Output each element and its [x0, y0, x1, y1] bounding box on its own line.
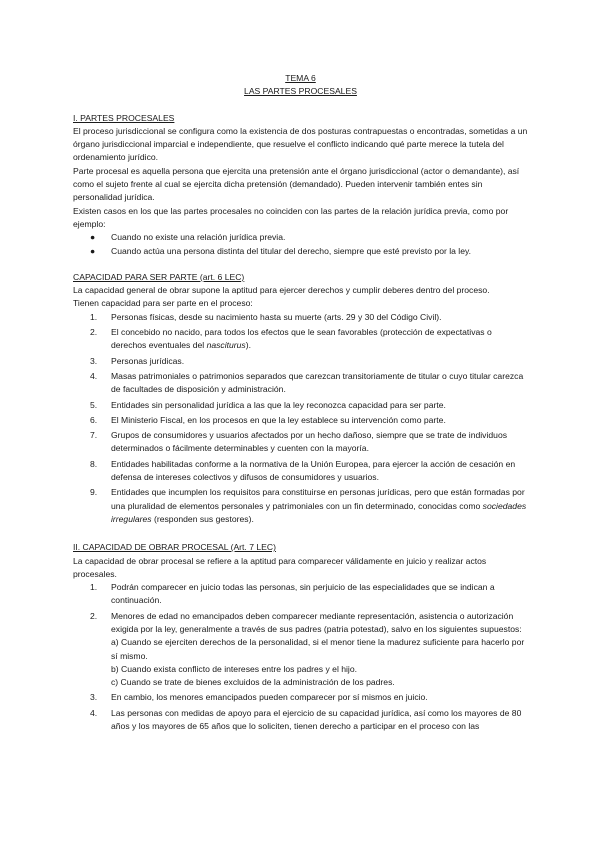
- list-item: 8. Entidades habilitadas conforme a la normativa de la Unión Europea, para ejercer la acción de cesación en defensa de intereses colectivos y difusos de consumidores y usuarios.: [90, 458, 516, 483]
- list-item: 6. El Ministerio Fiscal, en los procesos en que la ley establece su intervención como parte.: [90, 414, 446, 425]
- section-heading-capacidad-parte: CAPACIDAD PARA SER PARTE (art. 6 LEC): [73, 271, 245, 282]
- list-item: 9. Entidades que incumplen los requisitos para constituirse en personas jurídicas, pero que están formadas por una pluralidad de elementos personales y patrimoniales con un fin determinado, conocidas como sociedades irregulares (responden sus gestores).: [90, 487, 527, 524]
- numbered-list: [73, 311, 528, 526]
- list-item: 3. Personas jurídicas.: [90, 355, 185, 366]
- list-item: ● Cuando actúa una persona distinta del titular del derecho, siempre que esté previsto por la ley.: [73, 245, 528, 258]
- list-item: 1. Personas físicas, desde su nacimiento hasta su muerte (arts. 29 y 30 del Código Civil).: [90, 311, 442, 322]
- section-heading-capacidad-obrar: II. CAPACIDAD DE OBRAR PROCESAL (Art. 7 LEC): [73, 542, 276, 553]
- numbered-list: [73, 581, 528, 733]
- list-item: ● Cuando no existe una relación jurídica previa.: [73, 231, 528, 244]
- list-item: 2. El concebido no nacido, para todos los efectos que le sean favorables (protección de expectativas o derechos eventuales del nasciturus).: [90, 327, 492, 351]
- list-item: 4. Las personas con medidas de apoyo para el ejercicio de su capacidad jurídica, así como los mayores de 80 años y los mayores de 65 años que lo soliciten, tienen derecho a participar en el proceso con las: [90, 707, 522, 732]
- paragraph: La capacidad general de obrar supone la aptitud para ejercer derechos y cumplir deberes dentro del proceso.: [73, 285, 490, 296]
- list-item: 2. Menores de edad no emancipados deben comparecer mediante representación, asistencia o autorización exigida por la ley, generalmente a través de sus padres (patria potestad), salvo en los siguientes supuestos: a) Cuando se ejerciten derechos de la personalidad, si el menor tiene la madurez suficiente para hacerlo por sí mismo. b) Cuando exista conflicto de intereses entre los padres y el hijo. c) Cuando se trate de bienes excluidos de la administración de los padres.: [73, 610, 528, 690]
- document-title: TEMA 6: [285, 73, 316, 83]
- list-item: 3. En cambio, los menores emancipados pueden comparecer por sí mismos en juicio.: [90, 692, 428, 703]
- paragraph: Tienen capacidad para ser parte en el proceso:: [73, 298, 253, 309]
- list-item: 1. Podrán comparecer en juicio todas las personas, sin perjuicio de las especialidades que se indican a continuación.: [90, 582, 495, 606]
- section-heading-partes: I. PARTES PROCESALES: [73, 112, 175, 123]
- bullet-list: [73, 231, 528, 258]
- sub-item: c) Cuando se trate de bienes excluidos de la administración de los padres.: [111, 677, 395, 688]
- document-subtitle: LAS PARTES PROCESALES: [244, 86, 357, 97]
- list-item: 4. Masas patrimoniales o patrimonios separados que carezcan transitoriamente de titular o cuyo titular carezca de facultades de disposición y administración.: [90, 370, 524, 395]
- bullet-icon: ●: [90, 232, 96, 243]
- sub-item: a) Cuando se ejerciten derechos de la personalidad, si el menor tiene la madurez suficiente para hacerlo por sí mismo.: [111, 637, 525, 661]
- paragraph: Parte procesal es aquella persona que ejercita una pretensión ante el órgano jurisdiccional (actor o demandante), así como el sujeto frente al cual se ejercita dicha pretensión (demandado). Pueden intervenir también entes sin personalidad jurídica.: [73, 165, 520, 203]
- paragraph: El proceso jurisdiccional se configura como la existencia de dos posturas contrapuestas o encontradas, sometidas a un órgano jurisdiccional imparcial e independiente, que resuelve el conflicto indicando qué parte merece la tutela del ordenamiento jurídico.: [73, 125, 528, 163]
- paragraph: La capacidad de obrar procesal se refiere a la aptitud para comparecer válidamente en juicio y realizar actos procesales.: [73, 555, 487, 579]
- list-item: 7. Grupos de consumidores y usuarios afectados por un hecho dañoso, siempre que se trate de individuos determinados o fácilmente determinables y cuenten con la mayoría.: [90, 430, 508, 454]
- paragraph: Existen casos en los que las partes procesales no coinciden con las partes de la relación jurídica previa, como por ejemplo:: [73, 205, 509, 229]
- sub-item: b) Cuando exista conflicto de intereses entre los padres y el hijo.: [111, 663, 358, 674]
- list-item: 5. Entidades sin personalidad jurídica a las que la ley reconozca capacidad para ser parte.: [90, 399, 446, 410]
- bullet-icon: ●: [90, 245, 96, 256]
- document-body: [73, 72, 528, 735]
